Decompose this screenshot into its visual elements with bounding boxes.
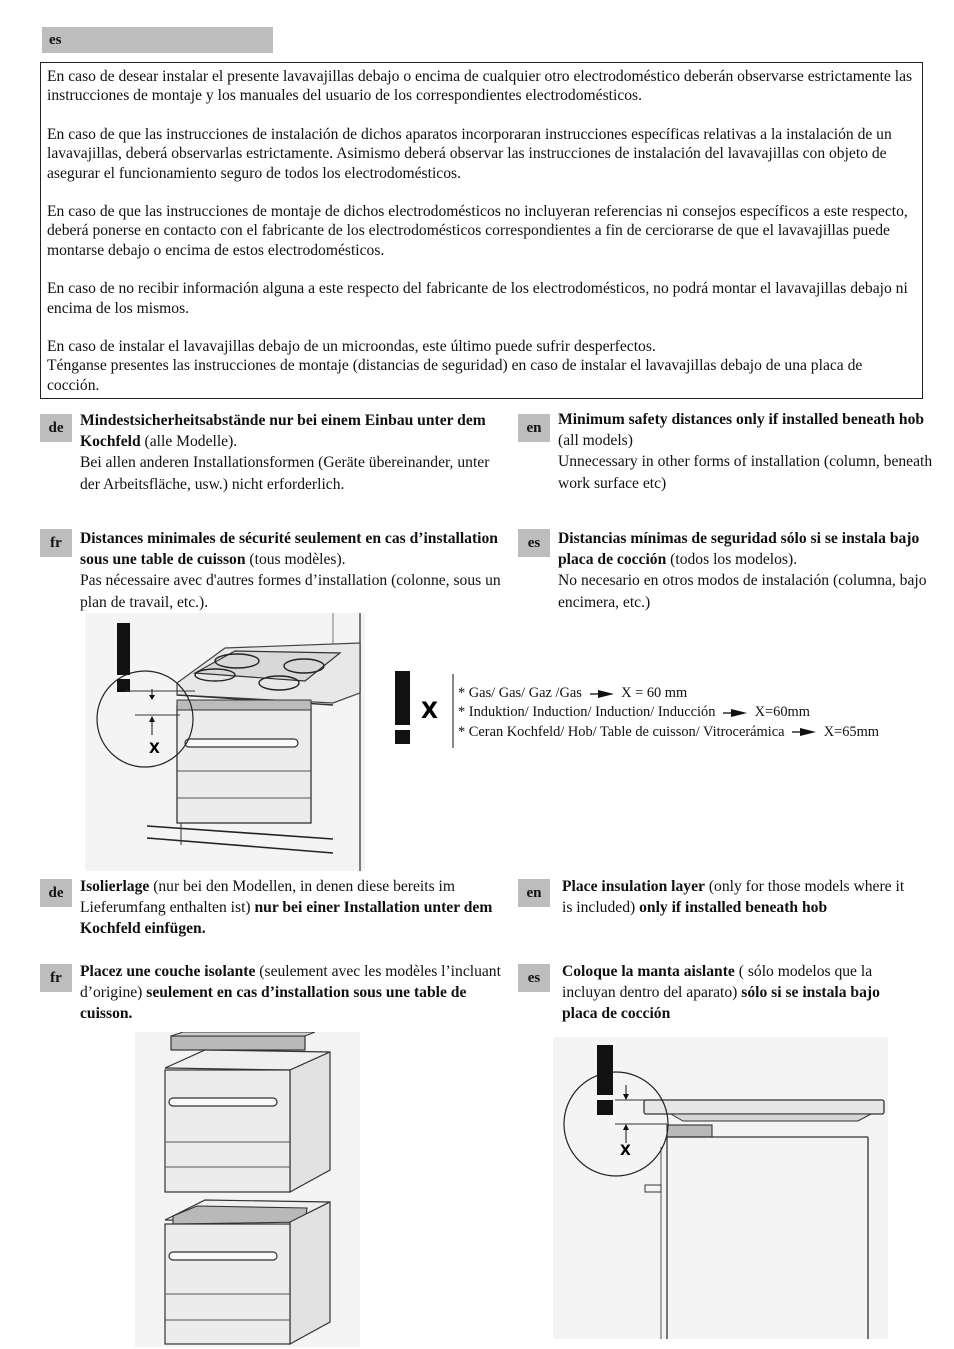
- insulation-placement-illustration: [135, 1032, 360, 1347]
- warning-exclamation-icon: [597, 1045, 613, 1095]
- safety-detail: No necesario en otros modos de instalación (columna, bajo encimera, etc.): [558, 572, 927, 611]
- legend-value: X=65mm: [823, 723, 879, 740]
- language-tag-es: es: [42, 27, 273, 53]
- insulation-heading: Isolierlage: [80, 878, 150, 895]
- distance-x-label: X: [421, 699, 438, 724]
- safety-text-de: [80, 410, 510, 495]
- safety-note: (alle Modelle).: [140, 433, 238, 451]
- warning-exclamation-icon: [395, 671, 410, 725]
- insulation-note: (nur bei den Modellen, in denen diese bereits im Lieferumfang enthalten ist): [80, 878, 456, 917]
- language-tag-es: es: [518, 529, 550, 557]
- insulation-note: ( sólo modelos que la incluyan dentro del aparato): [562, 963, 873, 1002]
- distance-x-label: X: [149, 741, 160, 757]
- language-tag-fr: fr: [40, 964, 72, 992]
- safety-note: (all models): [558, 432, 633, 450]
- language-tag-fr: fr: [40, 529, 72, 557]
- arrow-right-icon: [792, 727, 816, 737]
- legend-row-gas: [458, 684, 879, 703]
- insulation-heading: Coloque la manta aislante: [562, 963, 735, 980]
- insulation-text-en: [562, 876, 917, 918]
- insulation-text-fr: [80, 961, 510, 1025]
- legend-value: X = 60 mm: [621, 685, 688, 701]
- insulation-heading: Place insulation layer: [562, 878, 705, 895]
- legend-label: * Ceran Kochfeld/ Hob/ Table de cuisson/ Vitrocerámica: [458, 723, 785, 740]
- hob-icon: [644, 1100, 884, 1114]
- intro-notice-box: [40, 62, 923, 399]
- insulation-note: (only for those models where it is included): [562, 878, 905, 917]
- intro-paragraph: En caso de desear instalar el presente lavavajillas debajo o encima de cualquier otro electrodoméstico deberán observarse estrictamente las instrucciones de montaje y los manuales del usuario de los correspondientes electrodomésticos.: [47, 68, 913, 105]
- intro-line: En caso de instalar el lavavajillas debajo de un microondas, este último puede sufrir desperfectos.: [47, 338, 656, 356]
- dishwasher-icon: [177, 706, 311, 823]
- insulation-condition: sólo si se instala bajo placa de cocción: [562, 984, 880, 1023]
- insulation-note: (seulement avec les modèles l’incluant d’origine): [80, 963, 501, 1002]
- arrow-right-icon: [723, 708, 747, 718]
- safety-note: (todos los modelos).: [666, 551, 798, 569]
- hob-installation-illustration: [85, 613, 365, 871]
- intro-paragraph: En caso de que las instrucciones de montaje de dichos electrodomésticos no incluyeran referencias ni consejos específicos a este respecto, deberá ponerse en contacto con el fabricante de los electrodomésticos correspondientes a fin de cerciorarse de que el lavavajillas puede montarse debajo o encima de estos electrodomésticos.: [47, 203, 908, 259]
- intro-line: Ténganse presentes las instrucciones de montaje (distancias de seguridad) en caso de instalar el lavavajillas debajo de una placa de cocción.: [47, 357, 863, 394]
- safety-heading: Distances minimales de sécurité seulement en cas d’installation sous une table de cuisson: [80, 530, 498, 569]
- insulation-layer-icon: [173, 1206, 307, 1224]
- safety-heading: Distancias mínimas de seguridad sólo si se instala bajo placa de cocción: [558, 530, 920, 569]
- intro-paragraph: En caso de que las instrucciones de instalación de dichos aparatos incorporaran instrucciones específicas relativas a la instalación de un lavavajillas, deberá observarlas estrictamente. Asimismo deberá observar las instrucciones de instalación del lavavajillas con objeto de asegurar el funcionamiento seguro de todos los electrodomésticos.: [47, 125, 892, 182]
- legend-row-ceran: [458, 723, 879, 742]
- legend-label: * Induktion/ Induction/ Induction/ Inducción: [458, 704, 716, 721]
- language-tag-en: en: [518, 414, 550, 442]
- language-tag-de: de: [40, 879, 72, 907]
- legend-value: X=60mm: [754, 704, 810, 721]
- safety-text-es: [558, 528, 933, 613]
- insulation-heading: Placez une couche isolante: [80, 963, 256, 980]
- insulation-side-detail-illustration: [553, 1037, 888, 1339]
- insulation-layer-icon: [667, 1125, 712, 1137]
- distance-legend: [458, 684, 879, 742]
- intro-paragraph: En caso de no recibir información alguna a este respecto del fabricante de los electrodomésticos, no podrá montar el lavavajillas debajo ni encima de los mismos.: [47, 280, 908, 317]
- legend-label: * Gas/ Gas/ Gaz /Gas: [458, 685, 582, 701]
- intro-paragraph: [47, 337, 916, 395]
- insulation-layer-icon: [171, 1036, 305, 1050]
- distance-warning-symbol: [393, 670, 455, 748]
- safety-detail: Bei allen anderen Installationsformen (Geräte übereinander, unter der Arbeitsfläche, usw.) nicht erforderlich.: [80, 454, 490, 493]
- safety-note: (tous modèles).: [245, 551, 346, 569]
- insulation-condition: nur bei einer Installation unter dem Kochfeld einfügen.: [80, 899, 493, 938]
- language-tag-es: es: [518, 964, 550, 992]
- insulation-condition: seulement en cas d’installation sous une table de cuisson.: [80, 984, 467, 1023]
- distance-x-label: X: [620, 1143, 631, 1159]
- language-tag-de: de: [40, 414, 72, 442]
- safety-heading: Minimum safety distances only if installed beneath hob: [558, 411, 925, 428]
- arrow-right-icon: [590, 689, 614, 699]
- safety-heading: Mindestsicherheitsabstände nur bei einem Einbau unter dem Kochfeld: [80, 412, 486, 451]
- safety-text-fr: [80, 528, 510, 613]
- insulation-condition: only if installed beneath hob: [639, 899, 828, 917]
- safety-detail: Pas nécessaire avec d'autres formes d’installation (colonne, sous un plan de travail, etc.).: [80, 572, 501, 611]
- language-tag-en: en: [518, 879, 550, 907]
- legend-row-induction: [458, 703, 879, 722]
- safety-detail: Unnecessary in other forms of installation (column, beneath work surface etc): [558, 453, 933, 492]
- warning-exclamation-icon: [117, 623, 130, 675]
- insulation-text-de: [80, 876, 510, 940]
- insulation-text-es: [562, 961, 917, 1025]
- safety-text-en: [558, 409, 933, 494]
